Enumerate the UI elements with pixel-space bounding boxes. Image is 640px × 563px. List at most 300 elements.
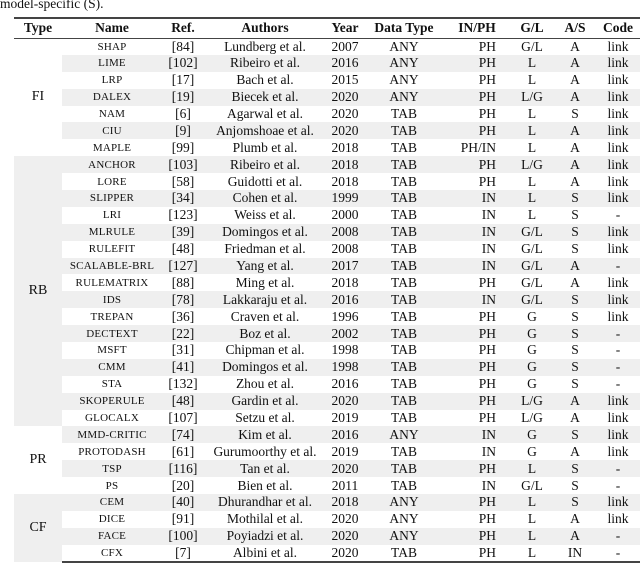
cell-ref: [74] — [162, 426, 204, 443]
table-row — [14, 528, 640, 545]
cell-g-l: G/L — [521, 241, 543, 257]
cell-in-ph: PH — [478, 106, 496, 121]
cell-authors: Lakkaraju et al. — [204, 291, 326, 308]
column-header-data-type: Data Type — [364, 18, 444, 38]
table-row — [14, 55, 640, 72]
cell-year: 2019 — [331, 443, 359, 459]
cell-name: MMD-CRITIC — [62, 426, 162, 443]
cell-in-ph: PH — [444, 359, 510, 376]
code-link[interactable]: link — [607, 274, 629, 290]
code-link[interactable]: link — [596, 291, 640, 308]
table-row — [14, 106, 640, 123]
cell-name: MSFT — [97, 344, 127, 357]
cell-year: 2002 — [326, 325, 364, 342]
cell-a-s: A — [570, 173, 580, 189]
cell-ref: [123] — [168, 207, 198, 223]
table-row — [14, 89, 640, 106]
cell-g-l: G — [510, 359, 554, 376]
cell-in-ph: IN — [444, 190, 510, 207]
table-row — [14, 139, 640, 156]
cell-name: STA — [101, 378, 123, 391]
cell-data-type: TAB — [391, 207, 417, 223]
cell-g-l: G/L — [521, 38, 543, 54]
cell-authors: Bien et al. — [237, 477, 293, 493]
header-row — [14, 18, 640, 38]
table-row — [14, 545, 640, 562]
cell-authors: Yang et al. — [204, 258, 326, 275]
cell-data-type: TAB — [364, 393, 444, 410]
cell-data-type: TAB — [364, 545, 444, 562]
code-link[interactable]: link — [596, 122, 640, 139]
cell-code: - — [615, 207, 621, 223]
cell-in-ph: PH — [478, 308, 496, 324]
table-row — [14, 291, 640, 308]
cell-year: 2018 — [331, 274, 359, 290]
cell-in-ph: IN — [481, 477, 496, 493]
code-link[interactable]: link — [596, 156, 640, 173]
cell-data-type: ANY — [364, 55, 444, 72]
cell-in-ph: PH — [478, 511, 496, 527]
cell-a-s: S — [571, 207, 579, 223]
cell-ref: [34] — [162, 190, 204, 207]
cell-authors: Plumb et al. — [232, 139, 298, 155]
cell-a-s: A — [570, 139, 580, 155]
cell-data-type: TAB — [391, 443, 417, 459]
cell-authors: Lundberg et al. — [224, 38, 306, 54]
cell-in-ph: PH — [478, 410, 496, 426]
cell-name: MAPLE — [92, 141, 132, 154]
cell-data-type: TAB — [364, 291, 444, 308]
cell-data-type: TAB — [391, 106, 417, 121]
code-link[interactable]: link — [607, 410, 629, 426]
cell-data-type: TAB — [364, 258, 444, 275]
cell-authors: Gurumoorthy et al. — [213, 443, 317, 459]
cell-year: 2000 — [331, 207, 359, 223]
column-header-name: Name — [62, 18, 162, 38]
cell-in-ph: IN — [444, 258, 510, 275]
xai-methods-table — [14, 17, 640, 563]
cell-ref: [20] — [171, 477, 195, 493]
cell-ref: [6] — [175, 106, 191, 121]
cell-g-l: L/G — [510, 89, 554, 106]
cell-data-type: TAB — [391, 308, 417, 324]
cell-code: - — [596, 325, 640, 342]
cell-a-s: A — [570, 274, 580, 290]
code-link[interactable]: link — [607, 308, 629, 324]
cell-name: SKOPERULE — [62, 393, 162, 410]
cell-ref: [132] — [168, 376, 198, 392]
cell-name: DECTEXT — [62, 325, 162, 342]
cell-g-l: G — [527, 308, 537, 324]
cell-name: DALEX — [62, 89, 162, 106]
cell-a-s: A — [570, 38, 580, 54]
table-row — [14, 122, 640, 139]
code-link[interactable]: link — [607, 173, 629, 189]
cell-a-s: S — [554, 426, 596, 443]
cell-ref: [61] — [171, 443, 195, 459]
cell-in-ph: PH — [444, 545, 510, 562]
cell-in-ph: PH — [478, 376, 496, 392]
cell-name: NAM — [98, 108, 126, 120]
cell-ref: [103] — [162, 156, 204, 173]
cell-data-type: ANY — [364, 89, 444, 106]
cell-ref: [17] — [171, 72, 195, 88]
cell-g-l: G/L — [521, 274, 543, 290]
cell-code: - — [596, 528, 640, 545]
column-header-g-l: G/L — [510, 18, 554, 38]
cell-a-s: IN — [554, 545, 596, 562]
cell-authors: Craven et al. — [230, 308, 300, 324]
cell-data-type: TAB — [364, 156, 444, 173]
column-header-code: Code — [596, 18, 640, 38]
group-type-rb: RB — [14, 156, 62, 426]
cell-in-ph: PH — [444, 393, 510, 410]
table-body — [14, 38, 640, 562]
cell-code: - — [596, 545, 640, 562]
cell-year: 2019 — [331, 410, 359, 426]
cell-g-l: G — [527, 443, 537, 459]
table-row — [14, 511, 640, 528]
cell-in-ph: PH — [444, 325, 510, 342]
cell-g-l: L — [510, 545, 554, 562]
cell-name: LRI — [102, 209, 122, 222]
cell-data-type: TAB — [391, 139, 417, 155]
code-link[interactable]: link — [596, 190, 640, 207]
cell-g-l: L — [527, 207, 537, 223]
table-row — [14, 224, 640, 241]
cell-g-l: L — [510, 460, 554, 477]
cell-authors: Boz et al. — [204, 325, 326, 342]
cell-a-s: S — [554, 494, 596, 511]
cell-name: IDS — [62, 291, 162, 308]
cell-g-l: L — [510, 190, 554, 207]
cell-in-ph: PH — [478, 342, 496, 358]
code-link[interactable]: link — [607, 72, 629, 88]
cell-data-type: TAB — [364, 359, 444, 376]
table-row — [14, 274, 640, 291]
cell-g-l: L — [510, 55, 554, 72]
cell-year: 2008 — [326, 224, 364, 241]
table-row — [14, 207, 640, 224]
cell-ref: [22] — [162, 325, 204, 342]
table-row — [14, 325, 640, 342]
cell-name: LRP — [101, 74, 123, 87]
cell-year: 2018 — [326, 494, 364, 511]
column-header-type: Type — [14, 18, 62, 38]
cell-code: - — [615, 477, 621, 493]
cell-g-l: L/G — [521, 410, 543, 426]
cell-a-s: A — [570, 443, 580, 459]
cell-g-l: L/G — [510, 156, 554, 173]
cell-authors: Ribeiro et al. — [204, 55, 326, 72]
table-row — [14, 460, 640, 477]
cell-in-ph: PH — [444, 460, 510, 477]
cell-ref: [48] — [162, 393, 204, 410]
cell-in-ph: IN — [444, 426, 510, 443]
cell-a-s: A — [554, 393, 596, 410]
code-link[interactable]: link — [607, 443, 629, 459]
column-header-a-s: A/S — [554, 18, 596, 38]
code-link[interactable]: link — [596, 224, 640, 241]
cell-year: 2016 — [326, 55, 364, 72]
cell-name: SLIPPER — [62, 190, 162, 207]
cell-year: 1998 — [331, 342, 359, 358]
cell-a-s: S — [571, 477, 579, 493]
cell-year: 2018 — [331, 173, 359, 189]
cell-g-l: L — [527, 106, 537, 121]
column-header-authors: Authors — [204, 18, 326, 38]
cell-a-s: S — [571, 106, 579, 121]
cell-a-s: S — [554, 291, 596, 308]
cell-data-type: ANY — [389, 72, 419, 88]
cell-name: RULEMATRIX — [75, 276, 149, 289]
table-row — [14, 308, 640, 325]
cell-year: 1998 — [326, 359, 364, 376]
cell-a-s: S — [554, 224, 596, 241]
cell-data-type: TAB — [364, 460, 444, 477]
cell-ref: [116] — [162, 460, 204, 477]
table-row — [14, 72, 640, 89]
cell-g-l: G — [527, 376, 537, 392]
code-link[interactable]: link — [607, 38, 629, 54]
cell-year: 2020 — [331, 511, 359, 527]
cell-ref: [36] — [171, 308, 195, 324]
code-link[interactable]: link — [607, 139, 629, 155]
cell-authors: Ribeiro et al. — [204, 156, 326, 173]
cell-ref: [99] — [171, 139, 195, 155]
cell-ref: [84] — [171, 38, 195, 54]
group-type-fi: FI — [31, 89, 45, 105]
cell-ref: [58] — [171, 173, 195, 189]
cell-authors: Cohen et al. — [204, 190, 326, 207]
cell-a-s: S — [554, 325, 596, 342]
cell-year: 2016 — [326, 426, 364, 443]
table-row — [14, 156, 640, 173]
table-row — [14, 190, 640, 207]
cell-data-type: TAB — [391, 410, 417, 426]
cell-code: - — [615, 376, 621, 392]
cell-in-ph: PH/IN — [460, 139, 496, 155]
cell-ref: [78] — [162, 291, 204, 308]
cell-authors: Bach et al. — [236, 72, 294, 88]
cell-data-type: ANY — [364, 494, 444, 511]
cell-authors: Weiss et al. — [234, 207, 296, 223]
cell-authors: Kim et al. — [204, 426, 326, 443]
cell-ref: [40] — [162, 494, 204, 511]
cell-in-ph: IN — [481, 207, 496, 223]
cell-ref: [107] — [168, 410, 198, 426]
cell-a-s: A — [570, 72, 580, 88]
table-row — [14, 258, 640, 275]
cell-g-l: L — [527, 173, 537, 189]
cell-data-type: TAB — [391, 376, 417, 392]
cell-g-l: G/L — [510, 291, 554, 308]
cell-a-s: S — [571, 376, 579, 392]
cell-ref: [102] — [162, 55, 204, 72]
cell-name: DICE — [98, 513, 126, 526]
cell-authors: Friedman et al. — [224, 241, 306, 257]
cell-authors: Setzu et al. — [235, 410, 295, 426]
cell-authors: Domingos et al. — [204, 224, 326, 241]
cell-year: 2020 — [326, 122, 364, 139]
cell-year: 2020 — [326, 528, 364, 545]
cell-authors: Anjomshoae et al. — [204, 122, 326, 139]
table-row — [14, 342, 640, 359]
cell-authors: Zhou et al. — [235, 376, 295, 392]
table-row — [14, 173, 640, 190]
cell-g-l: L — [527, 139, 537, 155]
cell-data-type: TAB — [391, 274, 417, 290]
cell-in-ph: PH — [444, 156, 510, 173]
cell-a-s: A — [554, 528, 596, 545]
cell-g-l: L — [510, 122, 554, 139]
cell-ref: [19] — [162, 89, 204, 106]
cell-name: CIU — [62, 122, 162, 139]
cell-in-ph: PH — [478, 173, 496, 189]
cell-year: 2018 — [326, 156, 364, 173]
cell-in-ph: PH — [444, 528, 510, 545]
cell-a-s: A — [570, 511, 580, 527]
cell-g-l: L — [527, 72, 537, 88]
cell-in-ph: PH — [478, 38, 496, 54]
cell-name: TSP — [62, 460, 162, 477]
cell-year: 1999 — [326, 190, 364, 207]
cell-data-type: ANY — [389, 511, 419, 527]
code-link[interactable]: link — [607, 511, 629, 527]
cell-g-l: G/L — [510, 224, 554, 241]
cell-data-type: TAB — [391, 173, 417, 189]
cell-in-ph: PH — [478, 72, 496, 88]
cell-ref: [100] — [162, 528, 204, 545]
cell-name: MLRULE — [62, 224, 162, 241]
cell-data-type: TAB — [364, 122, 444, 139]
cell-in-ph: IN — [481, 443, 496, 459]
cell-year: 2020 — [326, 545, 364, 562]
cell-ref: [7] — [162, 545, 204, 562]
cell-a-s: A — [554, 258, 596, 275]
cell-year: 2011 — [331, 477, 359, 493]
cell-authors: Mothilal et al. — [226, 511, 304, 527]
cell-g-l: G — [527, 342, 537, 358]
cell-data-type: TAB — [391, 477, 417, 493]
table-row — [14, 426, 640, 443]
group-type-pr: PR — [29, 452, 47, 468]
cell-code: - — [596, 359, 640, 376]
cell-g-l: L — [510, 528, 554, 545]
cell-authors: Biecek et al. — [204, 89, 326, 106]
table-row — [14, 410, 640, 427]
cell-name: SHAP — [97, 40, 127, 53]
cell-in-ph: IN — [444, 291, 510, 308]
column-header-ref: Ref. — [162, 18, 204, 38]
cell-year: 2016 — [331, 376, 359, 392]
cell-name: SCALABLE-BRL — [62, 258, 162, 275]
cell-ref: [127] — [162, 258, 204, 275]
code-link[interactable]: link — [596, 89, 640, 106]
cell-authors: Ming et al. — [235, 274, 295, 290]
cell-a-s: S — [571, 241, 579, 257]
cell-name: TREPAN — [90, 310, 134, 323]
cell-name: CEM — [62, 494, 162, 511]
cell-in-ph: PH — [444, 122, 510, 139]
cell-data-type: TAB — [364, 190, 444, 207]
cell-data-type: TAB — [364, 325, 444, 342]
code-link[interactable]: link — [596, 426, 640, 443]
cell-year: 2015 — [331, 72, 359, 88]
cell-authors: Agarwal et al. — [226, 106, 304, 121]
cell-year: 2020 — [326, 89, 364, 106]
cell-year: 2007 — [331, 38, 359, 54]
cell-in-ph: PH — [478, 274, 496, 290]
column-header-in-ph: IN/PH — [444, 18, 510, 38]
cell-data-type: TAB — [391, 342, 417, 358]
cell-name: LIME — [62, 55, 162, 72]
cell-name: PS — [105, 479, 119, 492]
cell-year: 2020 — [326, 460, 364, 477]
code-link[interactable]: link — [607, 241, 629, 257]
cell-ref: [9] — [162, 122, 204, 139]
cell-year: 2008 — [331, 241, 359, 257]
cell-authors: Dhurandhar et al. — [204, 494, 326, 511]
cell-authors: Domingos et al. — [204, 359, 326, 376]
cell-ref: [31] — [171, 342, 195, 358]
cell-a-s: A — [554, 55, 596, 72]
code-link[interactable]: link — [596, 494, 640, 511]
group-type-cf: CF — [14, 494, 62, 562]
code-link[interactable]: link — [596, 55, 640, 72]
cell-year: 2016 — [326, 291, 364, 308]
cell-a-s: A — [554, 156, 596, 173]
cell-year: 2020 — [331, 106, 359, 121]
cell-authors: Chipman et al. — [225, 342, 305, 358]
cell-data-type: ANY — [364, 426, 444, 443]
cell-a-s: S — [571, 342, 579, 358]
cell-name: RULEFIT — [88, 243, 136, 256]
cell-a-s: S — [554, 359, 596, 376]
cell-a-s: S — [571, 308, 579, 324]
cell-authors: Gardin et al. — [204, 393, 326, 410]
cell-g-l: G/L — [521, 477, 543, 493]
table-row — [14, 376, 640, 393]
cell-a-s: A — [554, 89, 596, 106]
table-row — [14, 241, 640, 258]
cell-code: - — [596, 460, 640, 477]
cell-authors: Poyiadzi et al. — [204, 528, 326, 545]
cell-a-s: A — [554, 122, 596, 139]
cell-year: 2020 — [326, 393, 364, 410]
cell-name: CMM — [62, 359, 162, 376]
cell-g-l: G — [510, 325, 554, 342]
cell-authors: Guidotti et al. — [227, 173, 303, 189]
cell-in-ph: PH — [444, 89, 510, 106]
table-row — [14, 494, 640, 511]
cell-authors: Tan et al. — [204, 460, 326, 477]
column-header-year: Year — [326, 18, 364, 38]
cell-ref: [39] — [162, 224, 204, 241]
cell-code: - — [615, 342, 621, 358]
cell-data-type: TAB — [391, 241, 417, 257]
table-row — [14, 477, 640, 494]
cell-g-l: L — [510, 494, 554, 511]
cell-name: FACE — [62, 528, 162, 545]
code-link[interactable]: link — [607, 106, 629, 121]
table-row — [14, 443, 640, 460]
cell-year: 2017 — [326, 258, 364, 275]
table-row — [14, 38, 640, 55]
code-link[interactable]: link — [596, 393, 640, 410]
cell-name: LORE — [97, 175, 127, 188]
cell-in-ph: IN — [481, 241, 496, 257]
